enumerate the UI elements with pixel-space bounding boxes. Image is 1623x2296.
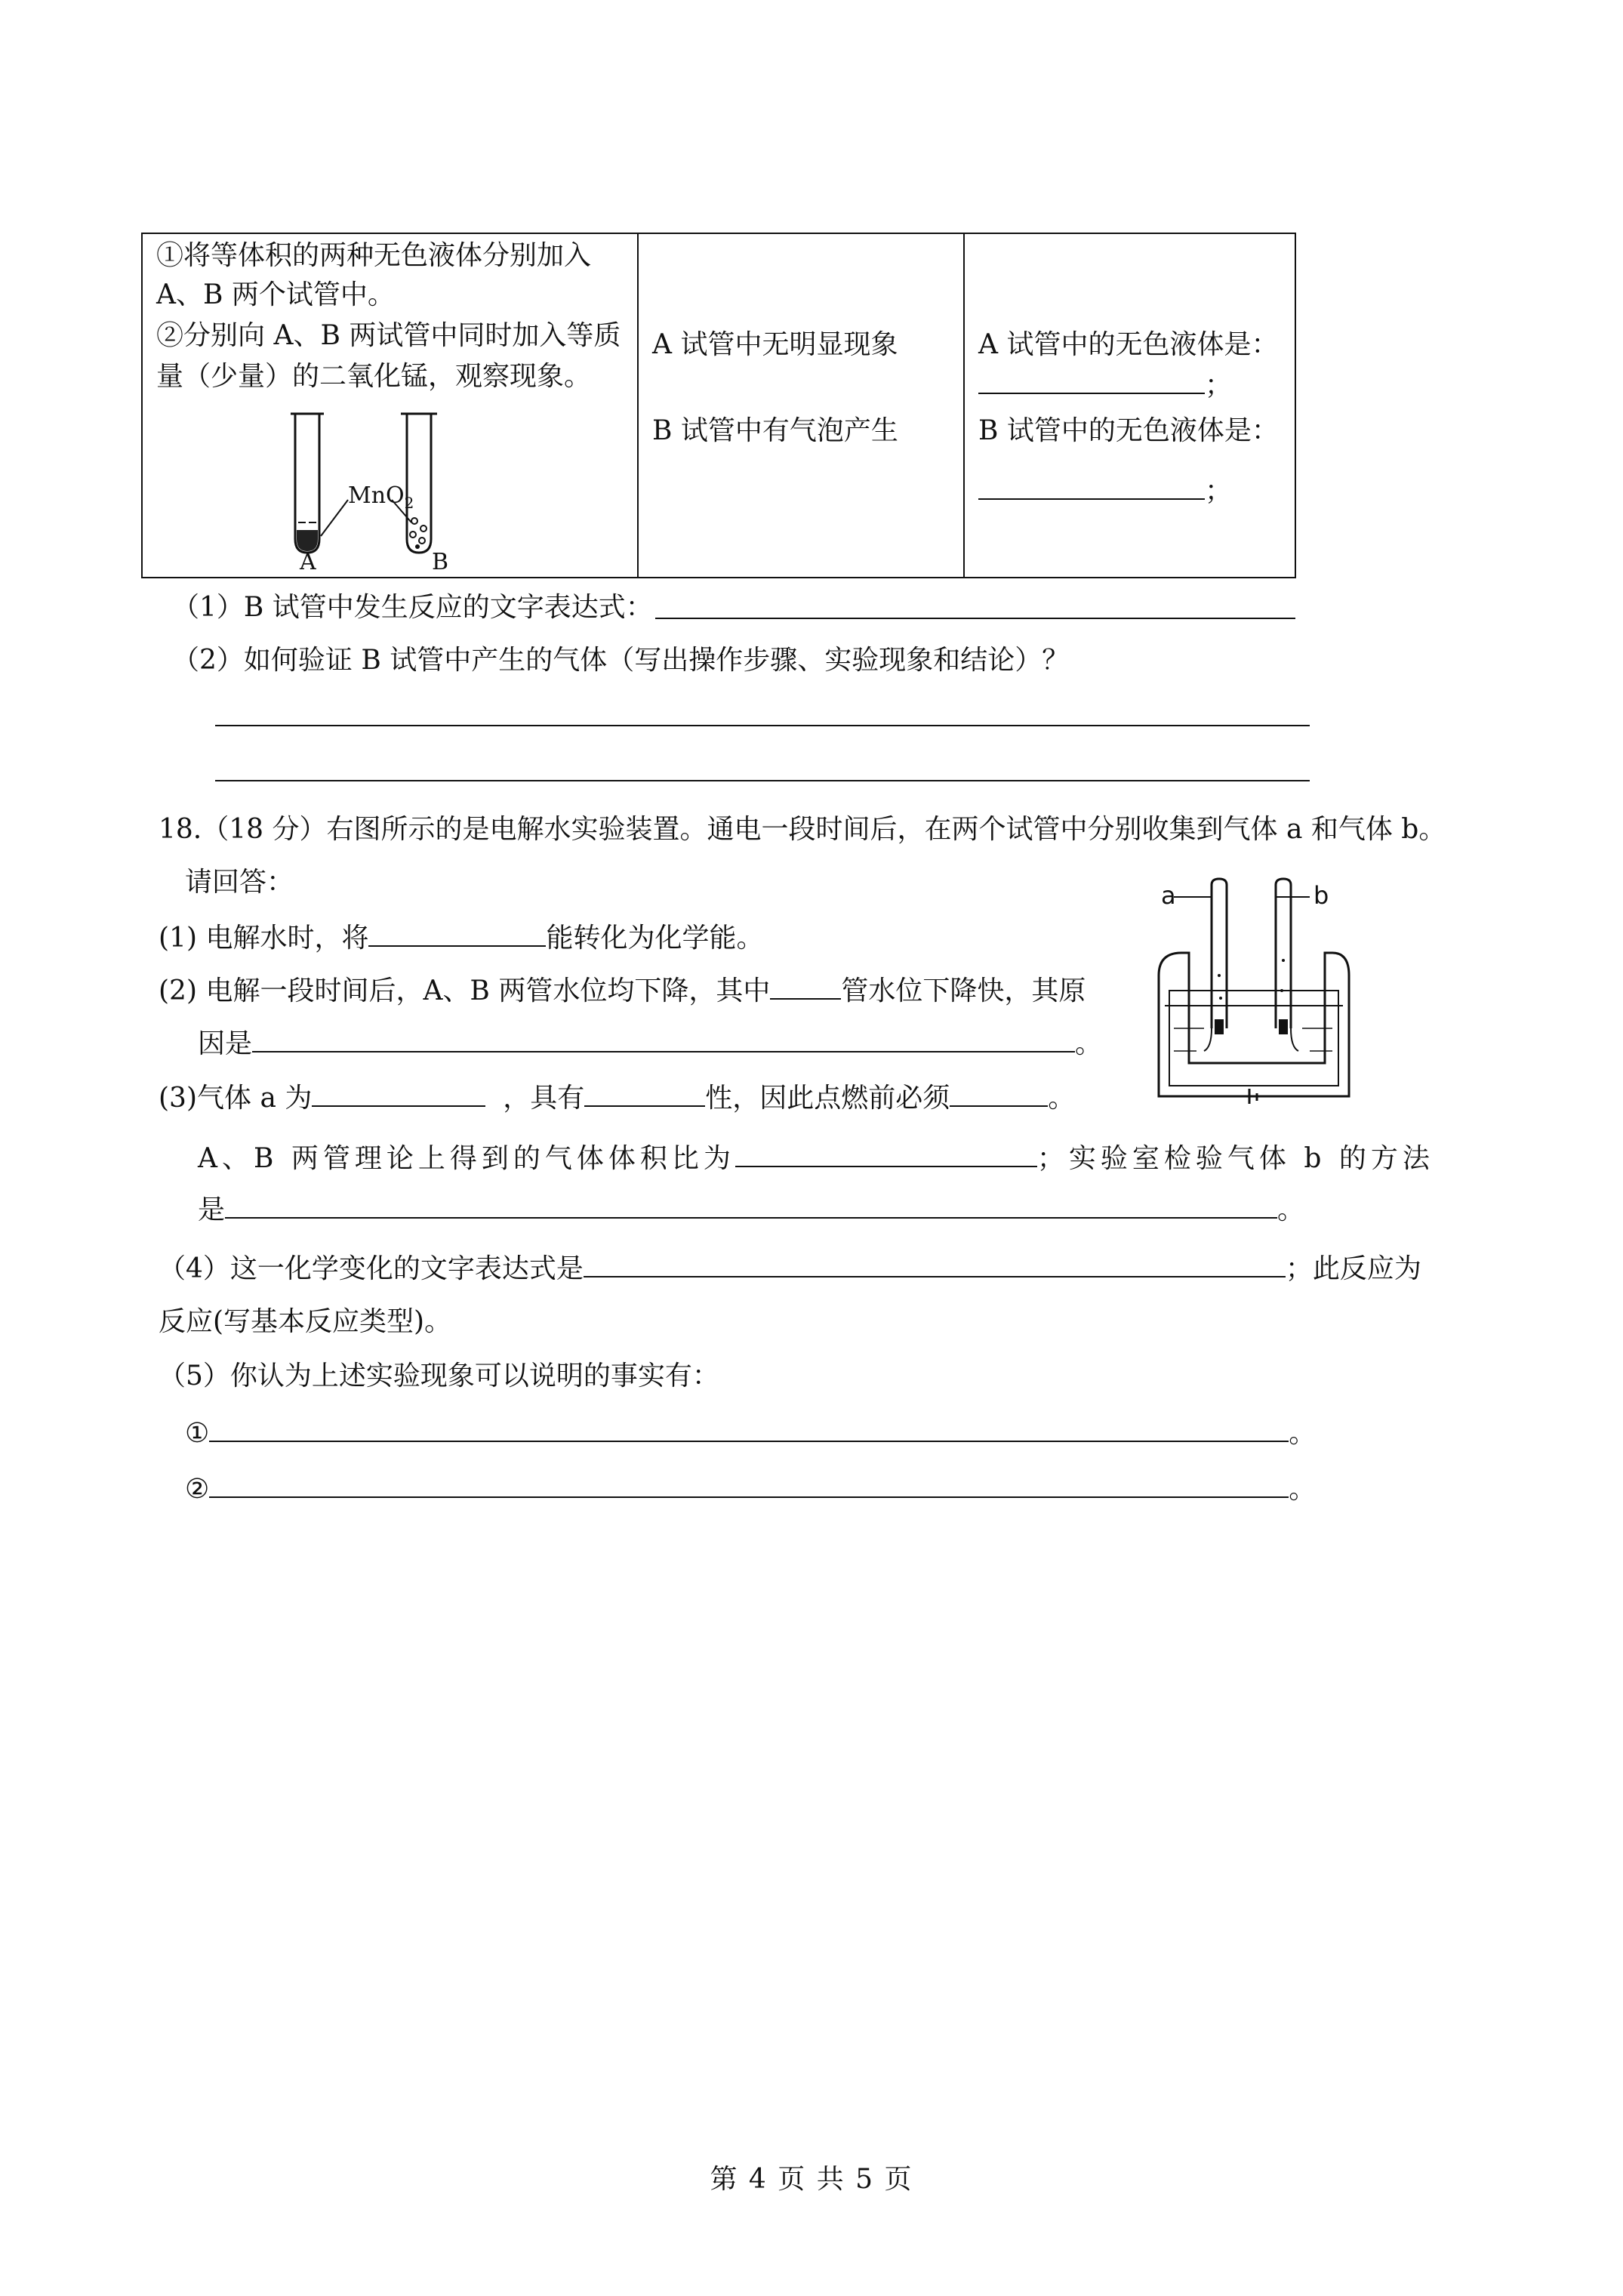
q18-p5-item1-blank[interactable] [209, 1415, 1289, 1442]
q18-p5: （5）你认为上述实验现象可以说明的事实有： [159, 1361, 719, 1391]
table-cell-conclusion [964, 233, 1295, 578]
q17-sub2: （2）如何验证 B 试管中产生的气体（写出操作步骤、实验现象和结论）？ [172, 645, 1070, 676]
q18-p2-blank[interactable] [770, 972, 841, 1000]
tube-label-a: A [300, 549, 316, 575]
procedure-step1-line2: A、B 两个试管中。 [156, 279, 395, 310]
q18-p3-line2-blank[interactable] [735, 1140, 1037, 1167]
procedure-step1-line1: ①将等体积的两种无色液体分别加入 [156, 240, 592, 271]
q18-p1: (1) 电解水时，将 能转化为化学能。 [159, 920, 763, 956]
q18-p3-line2: A、B 两管理论上得到的气体体积比为 ；实验室检验气体 b 的方法 [198, 1140, 1434, 1176]
q18-p3-line3-blank[interactable] [225, 1191, 1277, 1219]
conclusion-b-answer[interactable]: ； [978, 473, 1232, 509]
figure-label-a: a [1161, 881, 1176, 910]
q17-sub1: （1）B 试管中发生反应的文字表达式： [172, 592, 653, 623]
q18-p4-line2: 反应(写基本反应类型)。 [159, 1306, 452, 1337]
conclusion-a-answer[interactable]: ； [978, 367, 1232, 403]
q18-p3-blank-2[interactable] [584, 1080, 705, 1107]
page-footer: 第 4 页 共 5 页 [710, 2164, 913, 2195]
conclusion-b: B 试管中的无色液体是： [978, 415, 1279, 446]
q18-p3: (3)气体 a 为 ，具有 性，因此点燃前必须 。 [159, 1080, 1075, 1116]
q18-p2-line2-blank[interactable] [252, 1025, 1075, 1052]
q18-p5-item2: ② 。 [185, 1471, 1316, 1507]
q17-sub1-answer-line[interactable] [655, 618, 1295, 619]
q18-p3-blank-1[interactable] [312, 1080, 485, 1107]
q18-p3-blank-3[interactable] [950, 1080, 1048, 1107]
q18-intro-line2: 请回答： [185, 867, 294, 898]
conclusion-a: A 试管中的无色液体是： [978, 329, 1279, 360]
procedure-step2-line2: 量（少量）的二氧化锰，观察现象。 [156, 361, 592, 392]
q17-sub2-answer-line-1[interactable] [215, 725, 1310, 726]
q18-p4-blank[interactable] [584, 1250, 1286, 1277]
q18-p5-item1: ① 。 [185, 1415, 1316, 1451]
tube-label-b: B [432, 549, 449, 575]
q18-p1-blank[interactable] [368, 920, 546, 947]
procedure-step2-line1: ②分别向 A、B 两试管中同时加入等质 [156, 320, 621, 351]
q18-p3-line3: 是 。 [198, 1191, 1304, 1228]
observation-b: B 试管中有气泡产生 [652, 415, 898, 446]
q17-sub2-answer-line-2[interactable] [215, 780, 1310, 781]
figure-label-b: b [1313, 881, 1329, 910]
q18-p4: （4）这一化学变化的文字表达式是 ；此反应为 [159, 1250, 1421, 1287]
q18-intro-line1: 18.（18 分）右图所示的是电解水实验装置。通电一段时间后，在两个试管中分别收集到气体 a 和气体 b。 [159, 814, 1446, 845]
electrolysis-apparatus-figure [1151, 877, 1355, 1108]
mno2-label: MnO$_2$ [348, 482, 414, 512]
table-cell-observation [638, 233, 964, 578]
observation-a: A 试管中无明显现象 [652, 329, 898, 360]
q18-p2: (2) 电解一段时间后，A、B 两管水位均下降，其中 管水位下降快，其原 [159, 972, 1086, 1009]
q18-p2-line2: 因是 。 [198, 1025, 1102, 1062]
experiment-table [141, 233, 1296, 578]
q18-p5-item2-blank[interactable] [209, 1471, 1289, 1498]
table-cell-procedure [142, 233, 638, 578]
